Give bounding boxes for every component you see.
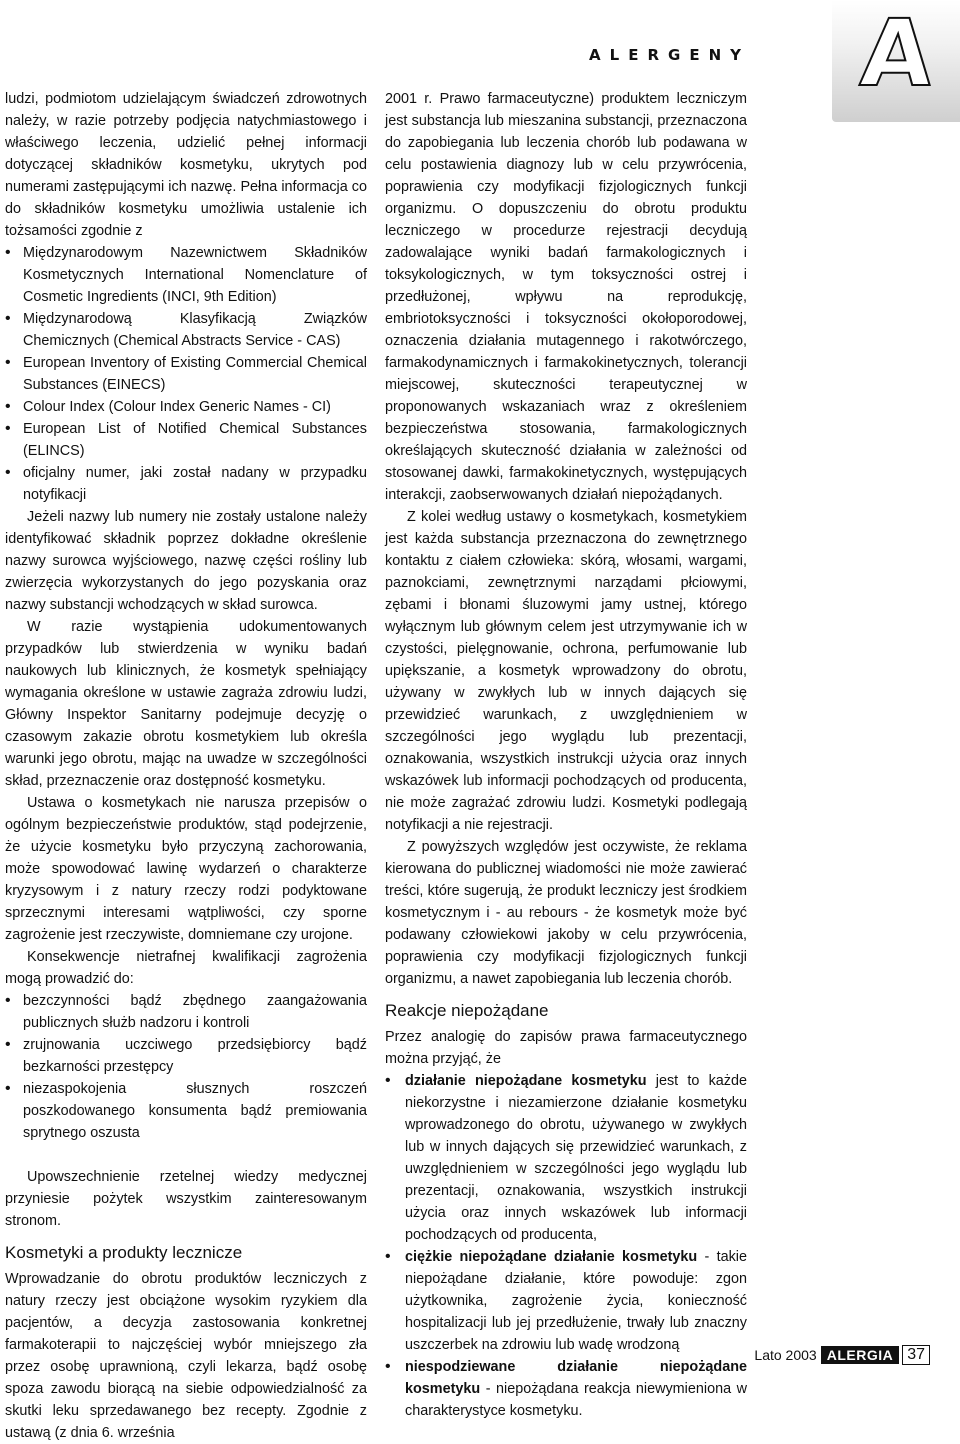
definition-term: niespodziewane działanie niepożądane kosmetyku [405,1359,747,1397]
paragraph: Konsekwencje nietrafnej kwalifikacji zagrożenia mogą prowadzić do: [5,949,367,987]
list-item: • oficjalny numer, jaki został nadany w przypadku notyfikacji [5,462,367,506]
list-item: • European List of Notified Chemical Substances (ELINCS) [5,418,367,462]
left-column [5,88,367,1444]
definition-text: jest to każde niekorzystne i niezamierzone działanie kosmetyku wprowadzonego do obrotu, używanego w zwykłych lub w innych dających się przewidzieć warunkach, z uwzględnieniem w szczególności jego wyglądu lub prezentacji, oznakowania, wszystkich instrukcji użycia oraz innych wskazówek lub informacji pochodzących od producenta, [405,1073,748,1243]
definition-term: działanie niepożądane kosmetyku [405,1073,647,1089]
magazine-name: ALERGIA [821,1346,900,1364]
list-item: • Międzynarodową Klasyfikacją Związków Chemicznych (Chemical Abstracts Service - CAS) [5,308,367,352]
paragraph: ludzi, podmiotom udzielającym świadczeń zdrowotnych należy, w razie potrzeby podjęcia natychmiastowego i właściwego leczenia, udzielić pełnej informacji dotyczącej składników kosmetyku, ukrytych pod numerami zastępującymi ich nazwę. Pełna informacja co do składników kosmetyku umożliwia ustalenie ich tożsamości zgodnie z [5,91,367,239]
identifier-list [5,242,367,506]
list-item: • European Inventory of Existing Commercial Chemical Substances (EINECS) [5,352,367,396]
consequences-list [5,990,367,1144]
section-heading: Kosmetyki a produkty lecznicze [5,1243,243,1262]
paragraph: Z kolei według ustawy o kosmetykach, kosmetykiem jest każda substancja przeznaczona do zewnętrznego kontaktu z ciałem człowieka: skórą, włosami, wargami, paznokciami, zewnętrznymi narządami płciowymi, zębami i błonami śluzowymi jamy ustnej, którego wyłącznym lub głównym celem jest utrzymywanie ich w czystości, pielęgnowanie, ochrona, perfumowanie lub upiększanie, a kosmetyk wprowadzony do obrotu, używany w zwykłych lub w innych dających się przewidzieć warunkach, z uwzględnieniem w szczególności jego wyglądu lub prezentacji, oznakowania, wszystkich instrukcji użycia oraz innych wskazówek lub informacji pochodzących od producenta, nie może zagrażać zdrowiu ludzi. Kosmetyki podlegają notyfikacji a nie rejestracji. [385,509,747,833]
paragraph: Upowszechnienie rzetelnej wiedzy medycznej przyniesie pożytek wszystkim zainteresowanym stronom. [5,1169,367,1229]
section-tab-letter: A [857,0,934,107]
list-item: • Colour Index (Colour Index Generic Names - CI) [5,396,367,418]
paragraph: Z powyższych względów jest oczywiste, że reklama kierowana do publicznej wiadomości nie może zawierać treści, które sugerują, że produkt leczniczy jest środkiem kosmetycznym i - au rebours - że kosmetyk może być podawany człowiekowi jakoby w celu przywrócenia, poprawienia czy modyfikacji fizjologicznych funkcji organizmu, a nawet zapobiegania lub leczenia chorób. [385,839,747,987]
right-column [385,88,747,1422]
list-item: • niezaspokojenia słusznych roszczeń poszkodowanego konsumenta bądź premiowania sprytnego oszusta [5,1078,367,1144]
paragraph: W razie wystąpienia udokumentowanych przypadków lub stwierdzenia w wyniku badań naukowych lub klinicznych, że kosmetyk spełniający wymagania określone w ustawie zagraża zdrowiu ludzi, Główny Inspektor Sanitarny podejmuje decyzję o czasowym zakazie obrotu kosmetykiem lub określa warunki jego obrotu, mając na uwadze w szczególności skład, przeznaczenie oraz dostępność kosmetyku. [5,619,367,789]
paragraph: Jeżeli nazwy lub numery nie zostały ustalone należy identyfikować składnik poprzez dokładne określenie nazwy surowca wyjściowego, nazwę części rośliny lub zwierzęcia wykorzystanych do jego pozyskania oraz nazwy substancji wchodzących w skład surowca. [5,509,367,613]
list-item: • bezczynności bądź zbędnego zaangażowania publicznych służb nadzoru i kontroli [5,990,367,1034]
section-title: ALERGENY [589,46,750,64]
list-item [385,1246,747,1356]
paragraph: Wprowadzanie do obrotu produktów leczniczych z natury rzeczy jest obciążone wysokim ryzykiem dla pacjentów, a decyzja zastosowania konkretnej farmakoterapii to najczęściej wybór mniejszego zła przez osobę uprawnioną, czyli lekarza, bądź osobę spoza zawodu biorącą na siebie odpowiedzialność za skutki leku sprzedawanego bez recepty. Zgodnie z ustawą (z dnia 6. września [5,1271,367,1441]
page-number: 37 [902,1345,930,1365]
paragraph: Ustawa o kosmetykach nie narusza przepisów o ogólnym bezpieczeństwie produktów, stąd podejrzenie, że użycie kosmetyku było przyczyną zachorowania, może spowodować lawinę wydarzeń o charakterze kryzysowym i z natury rzeczy rodzi podyktowane sprzecznymi interesami wątpliwości, czy sporne zagrożenie jest rzeczywiste, domniemane czy urojone. [5,795,367,943]
paragraph: Przez analogię do zapisów prawa farmaceutycznego można przyjąć, że [385,1029,747,1067]
list-item [385,1356,747,1422]
paragraph: 2001 r. Prawo farmaceutyczne) produktem leczniczym jest substancja lub mieszanina substancji, przeznaczona do zapobiegania lub leczenia chorób lub podawana w celu postawienia diagnozy lub w celu przywrócenia, poprawienia czy modyfikacji fizjologicznych funkcji organizmu. O dopuszczeniu do obrotu produktu leczniczego w procedurze rejestracji decydują zadowalające wyniki badań farmakologicznych i toksykologicznych, w tym toksyczności ostrej i przedłużonej, wpływu na reprodukcję, embriotoksyczności i toksyczności okołoporodowej, oznaczenia działania mutagennego i rakotwórczego, farmakodynamicznych i farmakokinetycznych, tolerancji miejscowej, skuteczności terapeutycznej w proponowanych wskazaniach wraz z określeniem bezpieczeństwa stosowania, farmakologicznych określających skuteczność działania w zależności od stosowanej dawki, farmakokinetycznych, występujących interakcji, zaobserwowanych działań niepożądanych. [385,91,747,503]
page-footer [754,1345,930,1365]
definitions-list [385,1070,747,1422]
list-item [385,1070,747,1246]
spacer [5,1144,367,1166]
definition-text: - niepożądana reakcja niewymieniona w charakterystyce kosmetyku. [405,1381,747,1419]
section-tab [832,0,960,122]
definition-term: ciężkie niepożądane działanie kosmetyku [405,1249,698,1265]
definition-text: - takie niepożądane działanie, które powoduje: zgon użytkownika, zagrożenie życia, konieczność hospitalizacji lub jej przedłużenie, trwały lub znaczny uszczerbek na zdrowiu lub wadę wrodzoną [405,1249,747,1353]
list-item: • Międzynarodowym Nazewnictwem Składników Kosmetycznych International Nomenclature of Cosmetic Ingredients (INCI, 9th Edition) [5,242,367,308]
issue-season: Lato 2003 [754,1347,817,1363]
section-heading: Reakcje niepożądane [385,1001,549,1020]
list-item: • zrujnowania uczciwego przedsiębiorcy bądź bezkarności przestępcy [5,1034,367,1078]
